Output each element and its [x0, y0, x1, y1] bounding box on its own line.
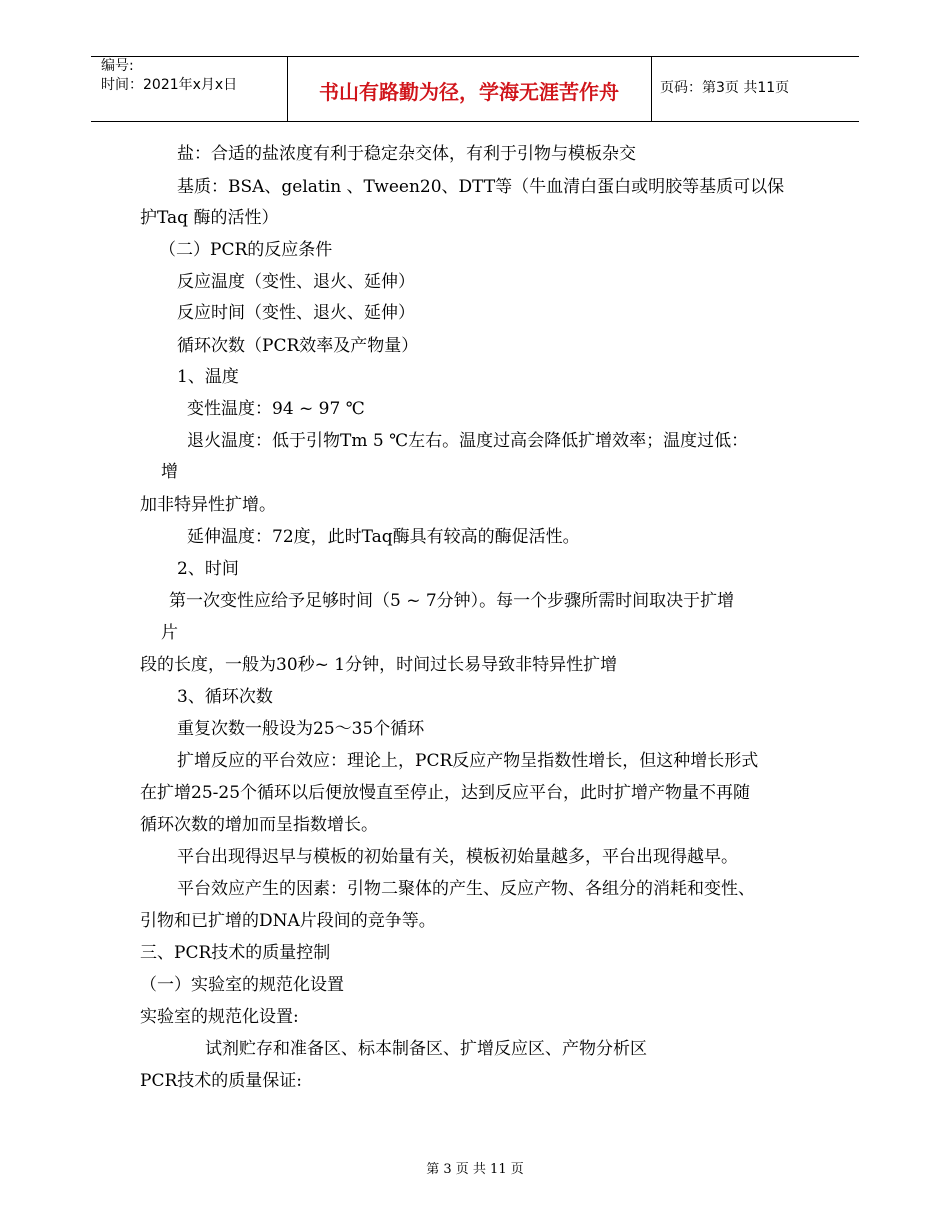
- text-line: 反应时间（变性、退火、延伸）: [177, 303, 415, 323]
- text-line: 平台效应产生的因素：引物二聚体的产生、反应产物、各组分的消耗和变性、: [177, 879, 755, 899]
- text-line: 1、温度: [177, 367, 239, 387]
- text-line: 2、时间: [177, 559, 239, 579]
- section-heading: 三、PCR技术的质量控制: [140, 943, 331, 963]
- text-line: 3、循环次数: [177, 687, 273, 707]
- text-line: 盐：合适的盐浓度有利于稳定杂交体，有利于引物与模板杂交: [177, 144, 636, 164]
- text-line: 试剂贮存和准备区、标本制备区、扩增反应区、产物分析区: [205, 1039, 647, 1059]
- text-line: 段的长度，一般为30秒~ 1分钟，时间过长易导致非特异性扩增: [140, 655, 618, 675]
- text-line: 引物和已扩增的DNA片段间的竞争等。: [140, 911, 436, 931]
- subsection-heading: （一）实验室的规范化设置: [140, 975, 344, 995]
- serial-label: 编号:: [101, 58, 134, 74]
- text-line: 平台出现得迟早与模板的初始量有关，模板初始量越多，平台出现得越早。: [177, 847, 738, 867]
- text-line: 片: [161, 623, 178, 643]
- text-line: 实验室的规范化设置:: [140, 1007, 299, 1027]
- text-line: 在扩增25-25个循环以后便放慢直至停止，达到反应平台，此时扩增产物量不再随: [140, 783, 751, 803]
- text-line: 重复次数一般设为25～35个循环: [177, 719, 425, 739]
- header-motto: 书山有路勤为径，学海无涯苦作舟: [319, 80, 619, 104]
- header-bottom-rule: [91, 121, 859, 122]
- text-line: 基质：BSA、gelatin 、Tween20、DTT等（牛血清白蛋白或明胶等基质可以保: [177, 177, 785, 197]
- text-line: 循环次数的增加而呈指数增长。: [140, 815, 378, 835]
- text-line: 循环次数（PCR效率及产物量）: [177, 336, 419, 356]
- text-line: （二）PCR的反应条件: [159, 240, 333, 260]
- page-label: 页码：第3页 共11页: [660, 80, 790, 96]
- text-line: 反应温度（变性、退火、延伸）: [177, 272, 415, 292]
- date-label: 时间：2021年x月x日: [101, 77, 238, 93]
- header-divider-right: [651, 56, 652, 122]
- text-line: 变性温度：94 ~ 97 ℃: [187, 399, 365, 419]
- header-top-rule: [91, 56, 859, 57]
- text-line: 延伸温度：72度，此时Taq酶具有较高的酶促活性。: [187, 527, 580, 547]
- text-line: 扩增反应的平台效应：理论上，PCR反应产物呈指数性增长，但这种增长形式: [177, 751, 759, 771]
- text-line: PCR技术的质量保证:: [140, 1071, 302, 1091]
- text-line: 增: [161, 462, 178, 482]
- text-line: 退火温度：低于引物Tm 5 ℃左右。温度过高会降低扩增效率；温度过低：: [187, 431, 749, 451]
- page-footer: 第 3 页 共 11 页: [426, 1162, 524, 1177]
- text-line: 护Taq 酶的活性）: [140, 208, 279, 228]
- text-line: 加非特异性扩增。: [140, 495, 276, 515]
- text-line: 第一次变性应给予足够时间（5 ~ 7分钟）。每一个步骤所需时间取决于扩增: [169, 591, 735, 611]
